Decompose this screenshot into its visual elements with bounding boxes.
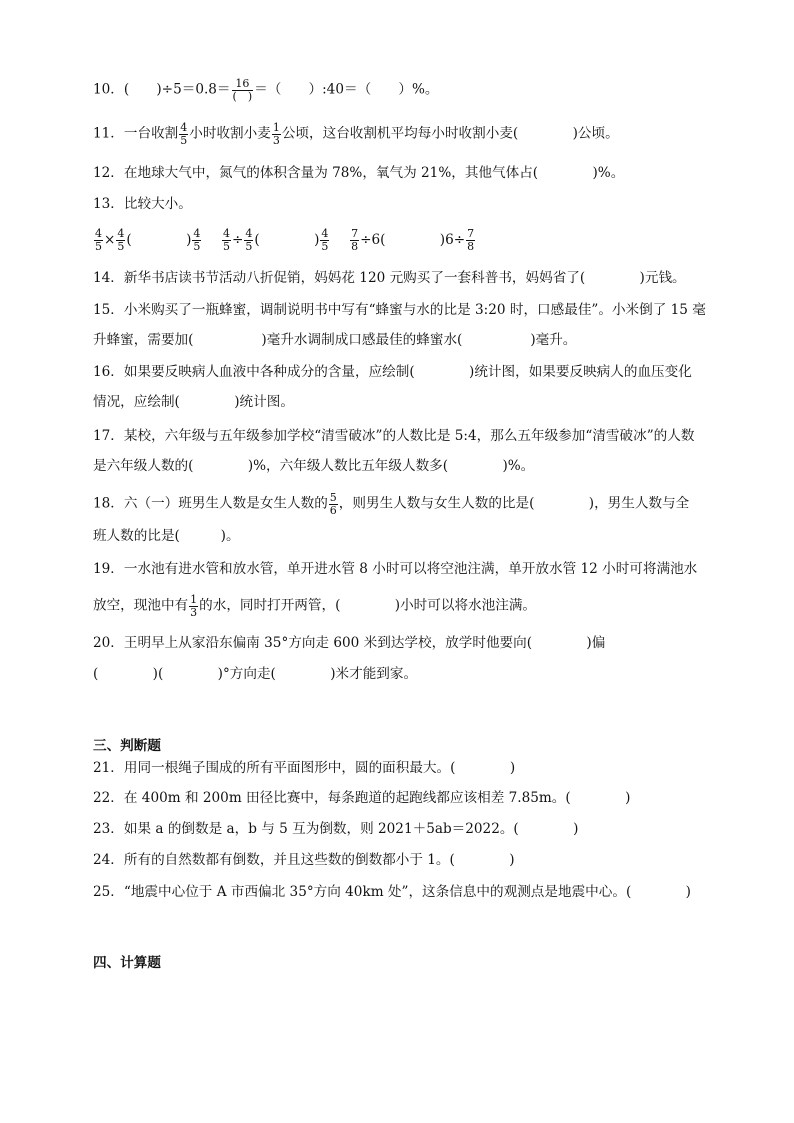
question-16-line-2: [93, 396, 294, 410]
q22-text: 22．在 400m 和 200m 田径比赛中，每条跑道的起跑线都应该相差 7.85m。( ): [93, 790, 631, 806]
q13-e1-bd: 5: [117, 239, 125, 253]
q16-line-2: 情况，应绘制( )统计图。: [93, 394, 294, 410]
q11-f2-den: 3: [272, 133, 280, 147]
q13-e1-frac-b: [116, 228, 125, 252]
q10-text-a: 10．( )÷5＝0.8＝: [93, 81, 231, 98]
question-25: [93, 886, 691, 900]
q21-text: 21．用同一根绳子围成的所有平面图形中，圆的面积最大。( ): [93, 760, 516, 776]
question-10: [93, 78, 438, 102]
q13-e3-cd: 8: [467, 239, 475, 253]
question-19-line-1: [93, 563, 697, 577]
q13-e2-cn: 4: [321, 227, 329, 240]
q13-e3-c: 6÷: [445, 231, 466, 248]
section-4-title: 四、计算题: [93, 955, 161, 971]
q13-e1-an: 4: [95, 227, 102, 240]
q13-e2-bd: 5: [245, 239, 253, 253]
q19-frac-den: 3: [190, 605, 198, 619]
q24-text: 24．所有的自然数都有倒数，并且这些数的倒数都小于 1。( ): [93, 852, 515, 868]
q13-e3-frac-a: [350, 228, 359, 252]
q10-frac-num: 16: [232, 78, 254, 91]
q13-e2-frac-c: [320, 228, 329, 252]
q13-title: 13．比较大小。: [93, 196, 192, 212]
q13-e2-op: ÷: [232, 231, 244, 248]
q13-e3-cn: 7: [467, 227, 475, 240]
q15-line-2: 升蜂蜜，需要加( )毫升水调制成口感最佳的蜂蜜水( )毫升。: [93, 332, 577, 348]
q10-fraction: [232, 78, 254, 102]
q18-line-2: 班人数的比是( )。: [93, 528, 240, 544]
q19-text-a: 放空，现池中有: [93, 597, 189, 614]
q19-frac-num: 1: [190, 593, 198, 606]
q18-fraction: [329, 492, 338, 516]
question-20-line-2: [93, 668, 417, 682]
q12-text: 12．在地球大气中，氮气的体积含量为 78%，氧气为 21%，其他气体占( )%。: [93, 165, 625, 181]
q18-frac-num: 5: [329, 491, 337, 504]
q19-fraction: [189, 594, 198, 618]
q10-frac-den: ( ): [232, 89, 253, 103]
q20-line-2: ( )( )°方向走( )米才能到家。: [93, 666, 418, 682]
q16-line-1: 16．如果要反映病人血液中各种成分的含量，应绘制( )统计图，如果要反映病人的血压变化: [93, 364, 692, 380]
question-23: [93, 823, 578, 837]
q17-line-2: 是六年级人数的( )%，六年级人数比五年级人数多( )%。: [93, 458, 535, 474]
q13-e3-ad: 8: [351, 239, 359, 253]
q18-frac-den: 6: [329, 503, 337, 517]
section-3-title: 三、判断题: [93, 738, 161, 754]
q18-text-a: 18．六（一）班男生人数是女生人数的: [93, 495, 328, 512]
q20-line-1: 20．王明早上从家沿东偏南 35°方向走 600 米到达学校，放学时他要向( )偏: [93, 635, 606, 651]
question-17-line-2: [93, 460, 534, 474]
question-18-line-1: [93, 492, 689, 516]
q13-e1-frac-c: [192, 228, 201, 252]
q13-e3-op: ÷6: [360, 231, 381, 248]
question-13-expressions: [93, 228, 476, 252]
question-11: [93, 122, 619, 146]
q13-e1-ad: 5: [95, 239, 102, 253]
q13-expr-1: [93, 227, 207, 253]
q13-e2-cd: 5: [321, 239, 329, 253]
question-18-line-2: [93, 530, 240, 544]
question-24: [93, 854, 515, 868]
q11-f2-num: 1: [272, 121, 280, 134]
q11-f1-den: 5: [180, 133, 188, 147]
q19-line-1: 19．一水池有进水管和放水管，单开进水管 8 小时可以将空池注满，单开放水管 12 小时可将满池水: [93, 561, 698, 577]
q10-text-b: ＝（ ）:40＝（ ）%。: [254, 81, 439, 98]
q13-e2-frac-b: [244, 228, 253, 252]
question-19-line-2: [93, 594, 536, 618]
q13-e1-bn: 4: [117, 227, 125, 240]
section-4-heading: [93, 951, 161, 971]
q18-text-b: ，则男生人数与女生人数的比是( )，男生人数与全: [338, 495, 690, 512]
question-22: [93, 792, 630, 806]
q13-e1-cn: 4: [193, 227, 201, 240]
question-17-line-1: [93, 430, 694, 444]
q11-text-c: 公顷，这台收割机平均每小时收割小麦( )公顷。: [281, 125, 619, 142]
q13-e2-an: 4: [223, 227, 231, 240]
question-12: [93, 167, 624, 181]
q11-text-a: 11．一台收割: [93, 125, 179, 142]
q13-e2-bn: 4: [245, 227, 253, 240]
q11-f1-num: 4: [180, 121, 188, 134]
q11-fraction-1: [179, 122, 188, 146]
q13-e1-blank: ( ): [126, 231, 192, 248]
q13-e2-frac-a: [222, 228, 231, 252]
q19-text-b: 的水，同时打开两管，( )小时可以将水池注满。: [199, 597, 537, 614]
q13-e3-an: 7: [351, 227, 359, 240]
q17-line-1: 17．某校，六年级与五年级参加学校“清雪破冰”的人数比是 5:4，那么五年级参加“清雪破冰”的人数: [93, 428, 695, 444]
q13-e3-blank: ( ): [380, 231, 446, 248]
q23-text: 23．如果 a 的倒数是 a，b 与 5 互为倒数，则 2021＋5ab＝2022。( ): [93, 821, 579, 837]
question-16-line-1: [93, 366, 692, 380]
section-3-heading: [93, 734, 161, 754]
question-15-line-2: [93, 334, 576, 348]
q11-fraction-2: [272, 122, 281, 146]
q13-e1-frac-a: [94, 228, 103, 252]
q11-text-b: 小时收割小麦: [189, 125, 271, 142]
q13-e3-frac-c: [466, 228, 475, 252]
question-21: [93, 762, 515, 776]
question-20-line-1: [93, 637, 605, 651]
q13-e2-blank: ( ): [254, 231, 320, 248]
q13-e1-cd: 5: [193, 239, 201, 253]
question-15-line-1: [93, 304, 706, 318]
question-13-title: [93, 198, 192, 212]
q13-e1-op: ×: [104, 231, 116, 248]
q25-text: 25．“地震中心位于 A 市西偏北 35°方向 40km 处”，这条信息中的观测点是地震中心。( ): [93, 884, 691, 900]
q13-e2-ad: 5: [223, 239, 231, 253]
q15-line-1: 15．小米购买了一瓶蜂蜜，调制说明书中写有“蜂蜜与水的比是 3:20 时，口感最佳”。小米倒了 15 毫: [93, 302, 706, 318]
question-14: [93, 272, 686, 286]
q13-expr-2: [221, 227, 335, 253]
q13-expr-3: [349, 227, 476, 253]
q14-text: 14．新华书店读书节活动八折促销，妈妈花 120 元购买了一套科普书，妈妈省了( )元钱。: [93, 270, 686, 286]
